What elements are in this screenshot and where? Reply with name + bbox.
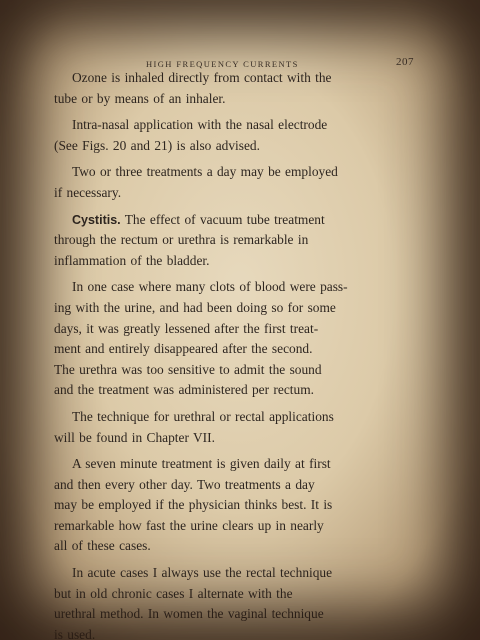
text-line bbox=[54, 298, 410, 319]
text-line bbox=[54, 604, 410, 625]
line-text: tube or by means of an inhaler. bbox=[54, 90, 226, 106]
line-text: The technique for urethral or rectal applications bbox=[72, 408, 334, 424]
paragraph bbox=[54, 210, 410, 272]
line-text: is used. bbox=[54, 626, 96, 640]
line-text: all of these cases. bbox=[54, 538, 151, 554]
text-line bbox=[54, 380, 410, 401]
paragraph bbox=[54, 454, 410, 557]
line-text: ment and entirely disappeared after the second. bbox=[54, 341, 313, 357]
line-text: inflammation of the bladder. bbox=[54, 252, 210, 268]
text-line bbox=[54, 454, 410, 475]
text-line bbox=[54, 162, 410, 183]
book-page bbox=[54, 48, 414, 640]
page-number: 207 bbox=[396, 56, 414, 68]
line-text: and then every other day. Two treatments a day bbox=[54, 476, 315, 492]
text-line bbox=[54, 495, 410, 516]
line-text: The effect of vacuum tube treatment bbox=[120, 211, 325, 227]
line-text: The urethra was too sensitive to admit the sound bbox=[54, 361, 322, 377]
line-text: days, it was greatly lessened after the first treat- bbox=[54, 320, 319, 336]
text-line bbox=[54, 360, 410, 381]
text-line bbox=[54, 136, 410, 157]
line-text: Ozone is inhaled directly from contact with the bbox=[72, 70, 332, 85]
line-text: ing with the urine, and had been doing so for some bbox=[54, 299, 336, 315]
line-text: (See Figs. 20 and 21) is also advised. bbox=[54, 137, 260, 153]
text-line bbox=[54, 563, 410, 584]
line-text: Two or three treatments a day may be employed bbox=[72, 164, 338, 180]
line-text: may be employed if the physician thinks best. It is bbox=[54, 497, 333, 513]
text-line bbox=[54, 277, 410, 298]
text-line bbox=[54, 230, 410, 251]
text-line bbox=[54, 584, 410, 605]
paragraph bbox=[54, 115, 410, 156]
line-text: remarkable how fast the urine clears up in nearly bbox=[54, 517, 324, 533]
line-text: In one case where many clots of blood were pass- bbox=[72, 279, 348, 295]
section-heading: Cystitis. bbox=[72, 212, 121, 227]
page-header bbox=[54, 48, 414, 69]
paragraph bbox=[54, 563, 410, 640]
text-line bbox=[54, 407, 410, 428]
text-line bbox=[54, 339, 410, 360]
text-line bbox=[54, 89, 410, 110]
text-line bbox=[54, 428, 410, 449]
text-line bbox=[54, 516, 410, 537]
paragraph bbox=[54, 162, 410, 203]
line-text: urethral method. In women the vaginal technique bbox=[54, 606, 324, 622]
text-line bbox=[54, 536, 410, 557]
line-text: will be found in Chapter VII. bbox=[54, 429, 215, 445]
body-text bbox=[54, 68, 410, 640]
text-line bbox=[54, 251, 410, 272]
line-text: if necessary. bbox=[54, 184, 122, 200]
line-text: but in old chronic cases I alternate with the bbox=[54, 585, 293, 601]
line-text: In acute cases I always use the rectal technique bbox=[72, 565, 333, 581]
text-line bbox=[54, 625, 410, 640]
line-text: A seven minute treatment is given daily at first bbox=[72, 456, 331, 472]
text-line bbox=[54, 475, 410, 496]
text-line bbox=[54, 115, 410, 136]
line-text: Intra-nasal application with the nasal electrode bbox=[72, 117, 328, 133]
text-line bbox=[54, 183, 410, 204]
line-text: and the treatment was administered per rectum. bbox=[54, 382, 314, 398]
paragraph bbox=[54, 277, 410, 401]
running-title: HIGH FREQUENCY CURRENTS bbox=[146, 59, 299, 69]
text-line bbox=[54, 210, 410, 231]
text-line bbox=[54, 319, 410, 340]
line-text: through the rectum or urethra is remarkable in bbox=[54, 232, 309, 248]
paragraph bbox=[54, 407, 410, 448]
